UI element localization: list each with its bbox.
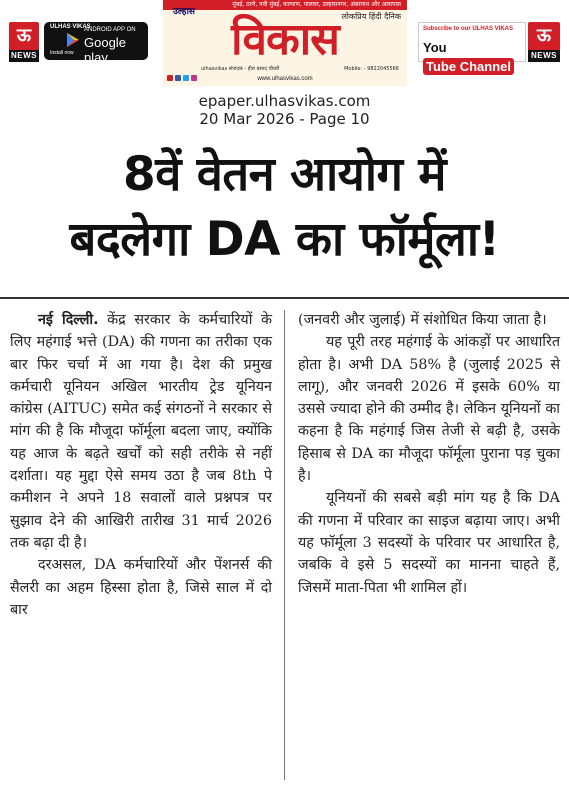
article-paragraph — [298, 331, 560, 487]
article-paragraph — [298, 309, 560, 331]
article-column-right — [298, 309, 560, 599]
nameplate-coverage-text: मुंबई, ठाणे, नवी मुंबई, कल्याण, पालघर, उल्हासनगर, अंबरनाथ और आसपास — [232, 1, 401, 8]
article-headline — [0, 142, 569, 272]
logo-news-label: NEWS — [11, 51, 37, 60]
logo-glyph: ऊ — [16, 25, 32, 46]
nameplate-editor-text: ulhasvikas संपादक - हीरा प्रसाद चौधरी — [201, 66, 280, 72]
column-divider — [284, 310, 285, 780]
article-dateline: नई दिल्ली. — [38, 312, 99, 328]
article-text: यूनियनों की सबसे बड़ी मांग यह है कि DA की गणना में परिवार का साइज बढ़ाया जाए। अभी यह फॉर्मूला 3 सदस्यों के परिवार पर आधारित है, जबकि वे इसे 5 सदस्यों का मानना चाहते हैं, जिसमें माता-पिता भी शामिल हों। — [298, 490, 560, 596]
nameplate-mobile: Mobile: - 9822045566 — [344, 66, 399, 72]
play-badge-brand: ULHAS VIKAS — [50, 24, 91, 30]
headline-rule — [0, 297, 569, 299]
nameplate-title: विकास — [231, 14, 339, 65]
nameplate-ulhas: उल्हास — [173, 7, 196, 17]
article-text: दरअसल, DA कर्मचारियों और पेंशनर्स की सैलरी का अहम हिस्सा होता है, जिसे साल में दो बार — [10, 557, 272, 618]
youtube-subscribe-banner[interactable] — [418, 22, 526, 74]
article-text: केंद्र सरकार के कर्मचारियों के लिए महंगाई भत्ते (DA) की गणना का तरीका एक बार फिर चर्चा में आ गया है। देश की प्रमुख कर्मचारी यूनियन अखिल भारतीय ट्रेड यूनियन कांग्रेस (AITUC) समेत कई संगठनों ने सरकार से मांग की है कि मौजूदा फॉर्मूला बदला जाए, क्योंकि यह आज के बढ़ते खर्चों को सही तरीके से नहीं दर्शाता। यह मुद्दा ऐसे समय उठा है जब 8th पे कमीशन ने अपने 18 सवालों वाले प्रश्नपत्र पर सुझाव देने की आखिरी तारीख 31 मार्च 2026 तक बढ़ा दी है। — [10, 312, 272, 551]
headline-line-1: 8वें वेतन आयोग में — [123, 147, 446, 202]
play-store-icon — [66, 32, 80, 48]
article-paragraph — [10, 309, 272, 554]
article-text: (जनवरी और जुलाई) में संशोधित किया जाता है। — [298, 312, 547, 328]
play-badge-install-text: Install now — [50, 50, 74, 56]
epaper-site: epaper.ulhasvikas.com — [198, 92, 371, 110]
newspaper-nameplate[interactable] — [163, 0, 407, 86]
youtube-logo — [423, 37, 525, 74]
logo-glyph: ऊ — [536, 25, 552, 46]
nameplate-tagline: लोकप्रिय हिंदी दैनिक — [341, 12, 401, 21]
logo-news-label: NEWS — [528, 50, 560, 62]
youtube-subscribe-text: Subscribe to our ULHAS VIKAS — [423, 26, 514, 32]
masthead — [0, 0, 569, 86]
headline-line-2: बदलेगा DA का फॉर्मूला! — [69, 212, 500, 267]
news-logo-right[interactable] — [528, 22, 560, 62]
nameplate-top-strip — [163, 0, 407, 10]
nameplate-url: www.ulhasvikas.com — [257, 76, 313, 82]
article-paragraph — [298, 487, 560, 598]
news-logo-left[interactable] — [9, 22, 39, 62]
article-column-left — [10, 309, 272, 621]
youtube-tube: Tube Channel — [423, 58, 514, 75]
play-badge-store-text: Google play — [84, 35, 126, 65]
youtube-you: You — [423, 40, 447, 55]
google-play-badge[interactable] — [44, 22, 148, 65]
article-text: यह पूरी तरह महंगाई के आंकड़ों पर आधारित होता है। अभी DA 58% है (जुलाई 2025 से लागू), और जनवरी 2026 में इसके 60% या उससे ज्यादा होने की उम्मीद है। लेकिन यूनियनों का कहना है कि महंगाई जिस तेजी से बढ़ी है, उसके हिसाब से DA का मौजूदा फॉर्मूला पुराना पड़ चुका है। — [298, 334, 560, 485]
play-badge-android-text: ANDROID APP ON — [84, 27, 136, 33]
article-paragraph — [10, 554, 272, 621]
edition-date-page: 20 Mar 2026 - Page 10 — [199, 110, 370, 128]
edition-info — [0, 92, 569, 128]
nameplate-bottom-line — [167, 66, 403, 75]
